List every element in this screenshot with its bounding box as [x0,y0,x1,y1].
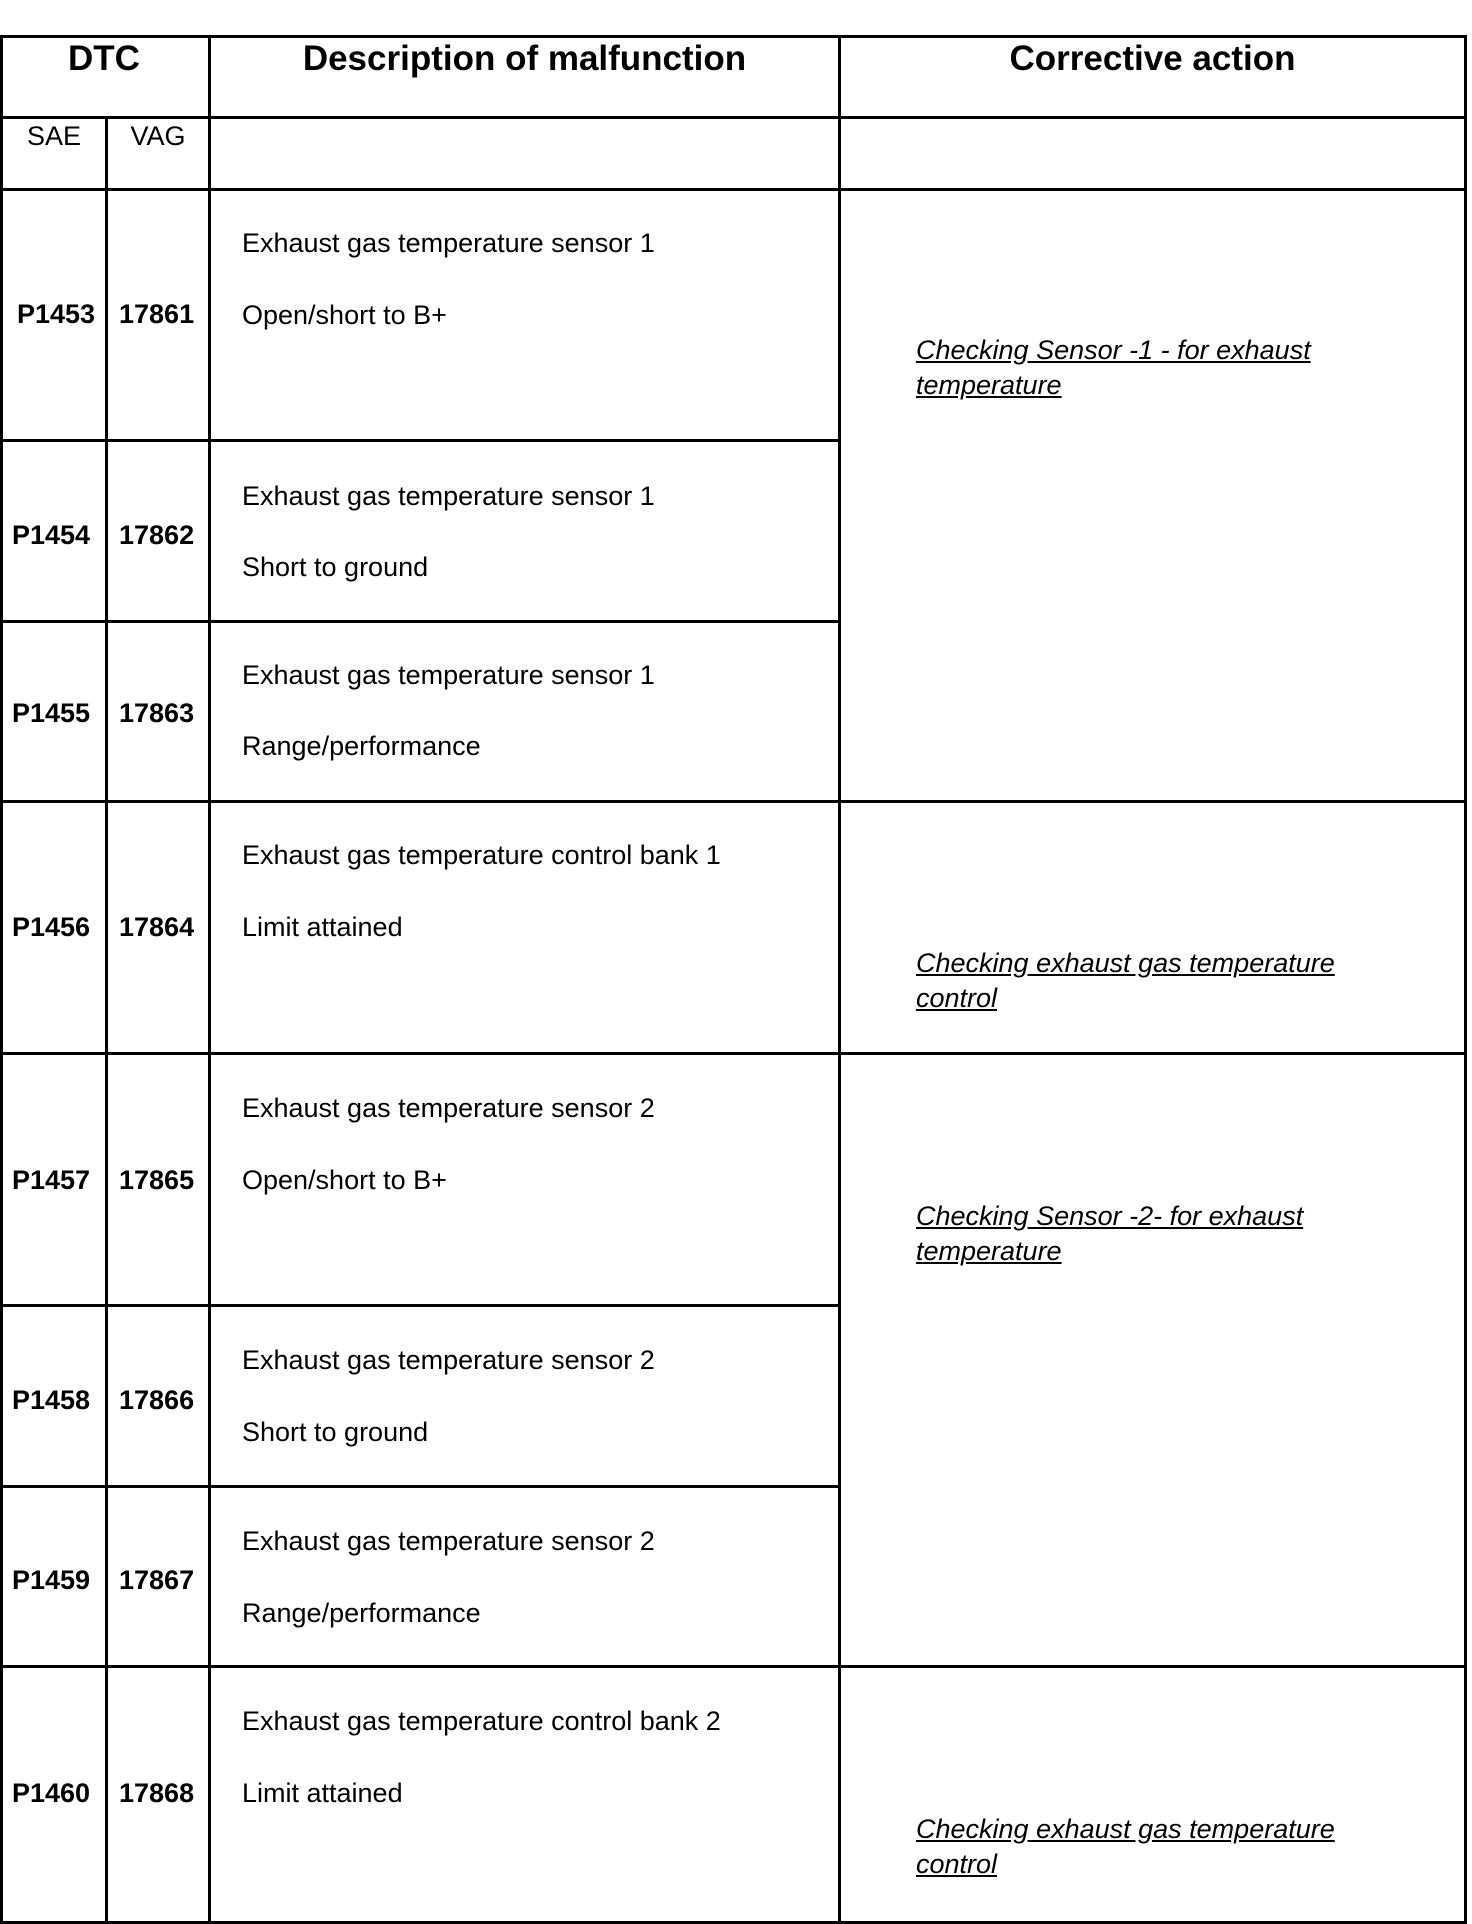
rule [838,35,841,1924]
action-link-temp-control-bank-1[interactable]: Checking exhaust gas temperature control [916,948,1335,1013]
header-corrective-action: Corrective action [1009,39,1296,78]
rule [0,35,1467,38]
action-link-temp-control-bank-2[interactable]: Checking exhaust gas temperature control [916,1814,1335,1879]
header-sae: SAE [26,121,82,151]
vag-code: 17863 [119,698,195,728]
rule [0,1485,840,1488]
description-line: Range/performance [242,1598,481,1628]
vag-code: 17867 [119,1565,195,1595]
description-line: Limit attained [242,912,403,942]
vag-code: 17862 [119,520,195,550]
action-link-sensor-1[interactable]: Checking Sensor -1 - for exhaust temperature [916,335,1311,400]
vag-code: 17868 [119,1778,195,1808]
rule [0,620,840,623]
sae-code: P1459 [12,1565,91,1595]
sae-code: P1457 [12,1165,91,1195]
description-line: Open/short to B+ [242,1165,447,1195]
rule [0,1304,840,1307]
vag-code: 17864 [119,912,195,942]
header-dtc: DTC [68,39,140,78]
dtc-table [0,35,1467,1924]
sae-code: P1456 [12,912,91,942]
sae-code: P1458 [12,1385,91,1415]
header-description: Description of malfunction [302,39,747,78]
description-line: Open/short to B+ [242,300,447,330]
vag-code: 17861 [119,299,195,329]
rule [0,1665,1467,1668]
description-line: Range/performance [242,731,481,761]
header-vag: VAG [130,121,186,151]
sae-code: P1460 [12,1778,91,1808]
vag-code: 17866 [119,1385,195,1415]
rule [0,188,1467,191]
rule [0,1052,1467,1055]
rule [1464,35,1467,1924]
rule [0,800,1467,803]
description-line: Exhaust gas temperature sensor 1 [242,660,655,690]
description-line: Exhaust gas temperature sensor 2 [242,1526,655,1556]
rule [0,116,1467,119]
description-line: Exhaust gas temperature control bank 1 [242,840,721,870]
sae-code: P1454 [12,520,91,550]
rule [0,35,3,1924]
vag-code: 17865 [119,1165,195,1195]
rule [105,116,108,1924]
description-line: Exhaust gas temperature sensor 2 [242,1093,655,1123]
description-line: Exhaust gas temperature sensor 1 [242,481,655,511]
description-line: Short to ground [242,552,429,582]
sae-code: P1453 [17,299,96,329]
rule [208,35,211,1924]
rule [210,439,840,442]
sae-code: P1455 [12,698,91,728]
description-line: Limit attained [242,1778,403,1808]
description-line: Exhaust gas temperature sensor 2 [242,1345,655,1375]
description-line: Exhaust gas temperature control bank 2 [242,1706,721,1736]
action-link-sensor-2[interactable]: Checking Sensor -2- for exhaust temperature [916,1201,1304,1266]
description-line: Exhaust gas temperature sensor 1 [242,228,655,258]
description-line: Short to ground [242,1417,429,1447]
